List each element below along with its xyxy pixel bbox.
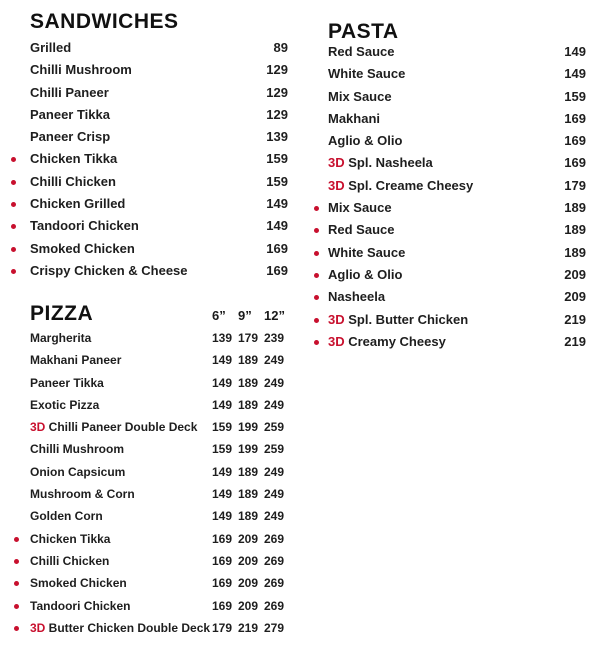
- item-tag: 3D: [328, 333, 345, 349]
- nonveg-dot-icon: [11, 269, 16, 274]
- item-name: Tandoori Chicken: [30, 218, 139, 234]
- menu-item: [0, 528, 300, 550]
- item-price: 149: [564, 44, 586, 59]
- item-price-6: 149: [212, 487, 233, 502]
- item-name: Spl. Creame Cheesy: [344, 177, 474, 193]
- item-price: 139: [266, 129, 288, 145]
- pizza-size-label: 9”: [238, 308, 252, 323]
- nonveg-dot-icon: [11, 157, 16, 162]
- item-price: 189: [564, 244, 586, 260]
- pasta-heading: PASTA: [328, 20, 399, 43]
- item-price: 149: [564, 66, 586, 82]
- menu-item: [0, 416, 300, 438]
- menu-item: [0, 327, 300, 349]
- item-name: Red Sauce: [328, 222, 395, 238]
- nonveg-dot-icon: [314, 318, 319, 323]
- item-name-wrap: [328, 63, 405, 85]
- menu-item: [0, 148, 300, 170]
- item-price-12: 249: [264, 353, 285, 368]
- item-price-6: 139: [212, 331, 233, 345]
- item-name: White Sauce: [328, 244, 406, 260]
- item-name-wrap: [30, 550, 109, 572]
- item-name-wrap: [30, 394, 99, 416]
- pizza-size-header: [212, 308, 285, 323]
- pizza-size-label: 12”: [264, 308, 285, 323]
- pasta-list: [318, 41, 600, 353]
- menu-item: [0, 550, 300, 572]
- item-name: White Sauce: [328, 66, 406, 82]
- item-price: 129: [266, 62, 288, 78]
- menu-item: [0, 505, 300, 527]
- item-tag: 3D: [328, 177, 345, 193]
- menu-item: [0, 483, 300, 505]
- pizza-size-label: 6”: [212, 308, 226, 323]
- item-tag: 3D: [328, 155, 345, 171]
- menu-item: [0, 193, 300, 215]
- item-name: Golden Corn: [30, 509, 103, 524]
- item-price-12: 269: [264, 576, 285, 591]
- item-name: Grilled: [30, 40, 72, 55]
- nonveg-dot-icon: [314, 228, 319, 233]
- item-name: Crispy Chicken & Cheese: [30, 262, 188, 278]
- menu-item: [318, 264, 600, 286]
- menu-item: [0, 595, 300, 617]
- item-price-9: 209: [238, 576, 259, 591]
- item-name: Onion Capsicum: [30, 464, 126, 479]
- item-price-6: 149: [212, 397, 233, 412]
- item-price-12: 249: [264, 509, 285, 524]
- item-name-wrap: [30, 438, 124, 460]
- menu-item: [318, 41, 600, 63]
- item-price-9: 209: [238, 531, 259, 546]
- item-name-wrap: [328, 264, 402, 286]
- item-price-6: 149: [212, 509, 233, 524]
- item-name: Chilli Chicken: [30, 553, 110, 568]
- item-name-wrap: [30, 372, 104, 394]
- menu-item: [318, 286, 600, 308]
- item-tag: 3D: [328, 311, 345, 327]
- item-name: Spl. Nasheela: [344, 155, 433, 171]
- item-price-6: 149: [212, 375, 233, 390]
- item-price: 159: [266, 151, 288, 167]
- item-price-6: 159: [212, 420, 233, 435]
- item-name: Nasheela: [328, 289, 386, 305]
- item-price: 209: [564, 289, 586, 305]
- item-name: Creamy Cheesy: [344, 333, 446, 349]
- item-name-wrap: [30, 528, 110, 550]
- item-name: Chilli Chicken: [30, 173, 116, 189]
- item-price-6: 169: [212, 553, 233, 568]
- item-price: 209: [564, 266, 586, 282]
- menu-item: [0, 82, 300, 104]
- item-price-12: 249: [264, 375, 285, 390]
- menu-item: [0, 572, 300, 594]
- nonveg-dot-icon: [14, 559, 19, 564]
- item-name-wrap: [328, 41, 394, 63]
- item-name: Aglio & Olio: [328, 133, 403, 149]
- menu-item: [0, 104, 300, 126]
- item-price-9: 209: [238, 553, 259, 568]
- item-name-wrap: [30, 461, 125, 483]
- nonveg-dot-icon: [11, 247, 16, 252]
- menu-item: [318, 63, 600, 85]
- menu-item: [318, 219, 600, 241]
- item-price-12: 249: [264, 487, 285, 502]
- nonveg-dot-icon: [11, 202, 16, 207]
- item-price: 219: [564, 333, 586, 349]
- item-name: Paneer Tikka: [30, 106, 110, 122]
- item-name-wrap: [30, 617, 210, 639]
- pizza-heading: PIZZA: [30, 302, 94, 325]
- item-price: 129: [266, 84, 288, 100]
- item-price: 129: [266, 106, 288, 122]
- item-name-wrap: [328, 130, 402, 152]
- item-name: Tandoori Chicken: [30, 598, 131, 613]
- menu-item: [318, 130, 600, 152]
- item-price-12: 249: [264, 397, 285, 412]
- item-price-9: 199: [238, 420, 259, 435]
- pizza-list: [0, 327, 300, 639]
- item-price: 159: [266, 173, 288, 189]
- menu-item: [318, 197, 600, 219]
- nonveg-dot-icon: [11, 224, 16, 229]
- item-price-9: 219: [238, 620, 259, 635]
- menu-item: [0, 617, 300, 639]
- item-price: 89: [273, 40, 288, 55]
- item-price-9: 179: [238, 331, 259, 345]
- item-name: Mix Sauce: [328, 200, 392, 216]
- item-price-12: 269: [264, 553, 285, 568]
- item-price: 189: [564, 200, 586, 216]
- menu-item: [318, 331, 600, 353]
- item-price-6: 169: [212, 531, 233, 546]
- item-name-wrap: [328, 175, 473, 197]
- menu-item: [318, 309, 600, 331]
- item-name: Smoked Chicken: [30, 240, 135, 256]
- item-name-wrap: [328, 197, 392, 219]
- nonveg-dot-icon: [314, 340, 319, 345]
- item-tag: 3D: [30, 420, 46, 435]
- menu-item: [0, 171, 300, 193]
- menu-item: [0, 438, 300, 460]
- item-price: 169: [564, 155, 586, 171]
- item-name-wrap: [30, 416, 197, 438]
- item-price: 149: [266, 218, 288, 234]
- menu-item: [0, 215, 300, 237]
- item-price: 169: [564, 133, 586, 149]
- item-name-wrap: [30, 327, 91, 349]
- item-price: 179: [564, 177, 586, 193]
- item-price-6: 149: [212, 464, 233, 479]
- menu-item: [0, 126, 300, 148]
- item-name-wrap: [328, 242, 405, 264]
- menu-item: [318, 86, 600, 108]
- item-name-wrap: [30, 483, 135, 505]
- item-price-6: 169: [212, 598, 233, 613]
- item-name: Mushroom & Corn: [30, 487, 135, 502]
- menu-item: [318, 152, 600, 174]
- item-price-9: 189: [238, 464, 259, 479]
- menu-item: [0, 238, 300, 260]
- item-name: Paneer Tikka: [30, 375, 104, 390]
- item-name: Chicken Tikka: [30, 531, 111, 546]
- item-name: Makhani: [328, 110, 381, 126]
- item-price: 169: [266, 262, 288, 278]
- item-price-12: 239: [264, 331, 285, 345]
- menu-item: [0, 260, 300, 282]
- item-name-wrap: [328, 219, 394, 241]
- item-price-12: 259: [264, 442, 285, 457]
- menu-item: [318, 242, 600, 264]
- item-name: Chilli Mushroom: [30, 62, 132, 78]
- item-price-12: 269: [264, 531, 285, 546]
- item-name-wrap: [328, 108, 380, 130]
- menu-item: [0, 372, 300, 394]
- item-price-9: 189: [238, 353, 259, 368]
- item-name-wrap: [328, 86, 392, 108]
- nonveg-dot-icon: [11, 180, 16, 185]
- item-name: Makhani Paneer: [30, 353, 122, 368]
- item-name: Butter Chicken Double Deck: [45, 620, 211, 635]
- item-name: Red Sauce: [328, 44, 395, 59]
- sandwiches-heading: SANDWICHES: [30, 10, 179, 33]
- item-name: Exotic Pizza: [30, 397, 100, 412]
- item-name: Mix Sauce: [328, 88, 392, 104]
- nonveg-dot-icon: [14, 581, 19, 586]
- item-price: 219: [564, 311, 586, 327]
- nonveg-dot-icon: [314, 273, 319, 278]
- item-name: Chilli Paneer Double Deck: [45, 420, 198, 435]
- item-price-6: 159: [212, 442, 233, 457]
- item-name: Spl. Butter Chicken: [344, 311, 469, 327]
- item-name-wrap: [328, 152, 433, 174]
- item-price-12: 259: [264, 420, 285, 435]
- item-name: Chilli Paneer: [30, 84, 109, 100]
- item-tag: 3D: [30, 620, 46, 635]
- item-price: 149: [266, 196, 288, 212]
- item-price-12: 269: [264, 598, 285, 613]
- item-price-9: 209: [238, 598, 259, 613]
- item-price-9: 189: [238, 397, 259, 412]
- nonveg-dot-icon: [314, 251, 319, 256]
- item-name-wrap: [30, 595, 130, 617]
- item-name-wrap: [328, 286, 385, 308]
- item-name-wrap: [30, 349, 121, 371]
- item-name: Chicken Grilled: [30, 196, 126, 212]
- item-price-9: 189: [238, 509, 259, 524]
- item-name: Chilli Mushroom: [30, 442, 124, 457]
- item-name: Smoked Chicken: [30, 576, 127, 591]
- item-name-wrap: [30, 572, 127, 594]
- item-price-9: 189: [238, 375, 259, 390]
- menu-item: [0, 394, 300, 416]
- item-price-9: 189: [238, 487, 259, 502]
- item-price-6: 179: [212, 620, 233, 635]
- item-name-wrap: [328, 331, 446, 353]
- menu-item: [318, 175, 600, 197]
- nonveg-dot-icon: [14, 604, 19, 609]
- item-price: 189: [564, 222, 586, 238]
- sandwiches-list: [0, 37, 300, 282]
- menu-item: [0, 37, 300, 59]
- menu-item: [0, 349, 300, 371]
- menu-item: [318, 108, 600, 130]
- item-price-9: 199: [238, 442, 259, 457]
- item-name-wrap: [30, 505, 103, 527]
- item-name: Paneer Crisp: [30, 129, 111, 145]
- item-price-6: 149: [212, 353, 233, 368]
- nonveg-dot-icon: [314, 295, 319, 300]
- item-price: 159: [564, 88, 586, 104]
- item-name: Chicken Tikka: [30, 151, 118, 167]
- nonveg-dot-icon: [14, 537, 19, 542]
- item-price-6: 169: [212, 576, 233, 591]
- item-price-12: 249: [264, 464, 285, 479]
- item-name: Aglio & Olio: [328, 266, 403, 282]
- item-name-wrap: [328, 309, 468, 331]
- item-price: 169: [266, 240, 288, 256]
- menu-item: [0, 461, 300, 483]
- nonveg-dot-icon: [14, 626, 19, 631]
- nonveg-dot-icon: [314, 206, 319, 211]
- item-price: 169: [564, 110, 586, 126]
- item-name: Margherita: [30, 331, 92, 345]
- menu-item: [0, 59, 300, 81]
- item-price-12: 279: [264, 620, 285, 635]
